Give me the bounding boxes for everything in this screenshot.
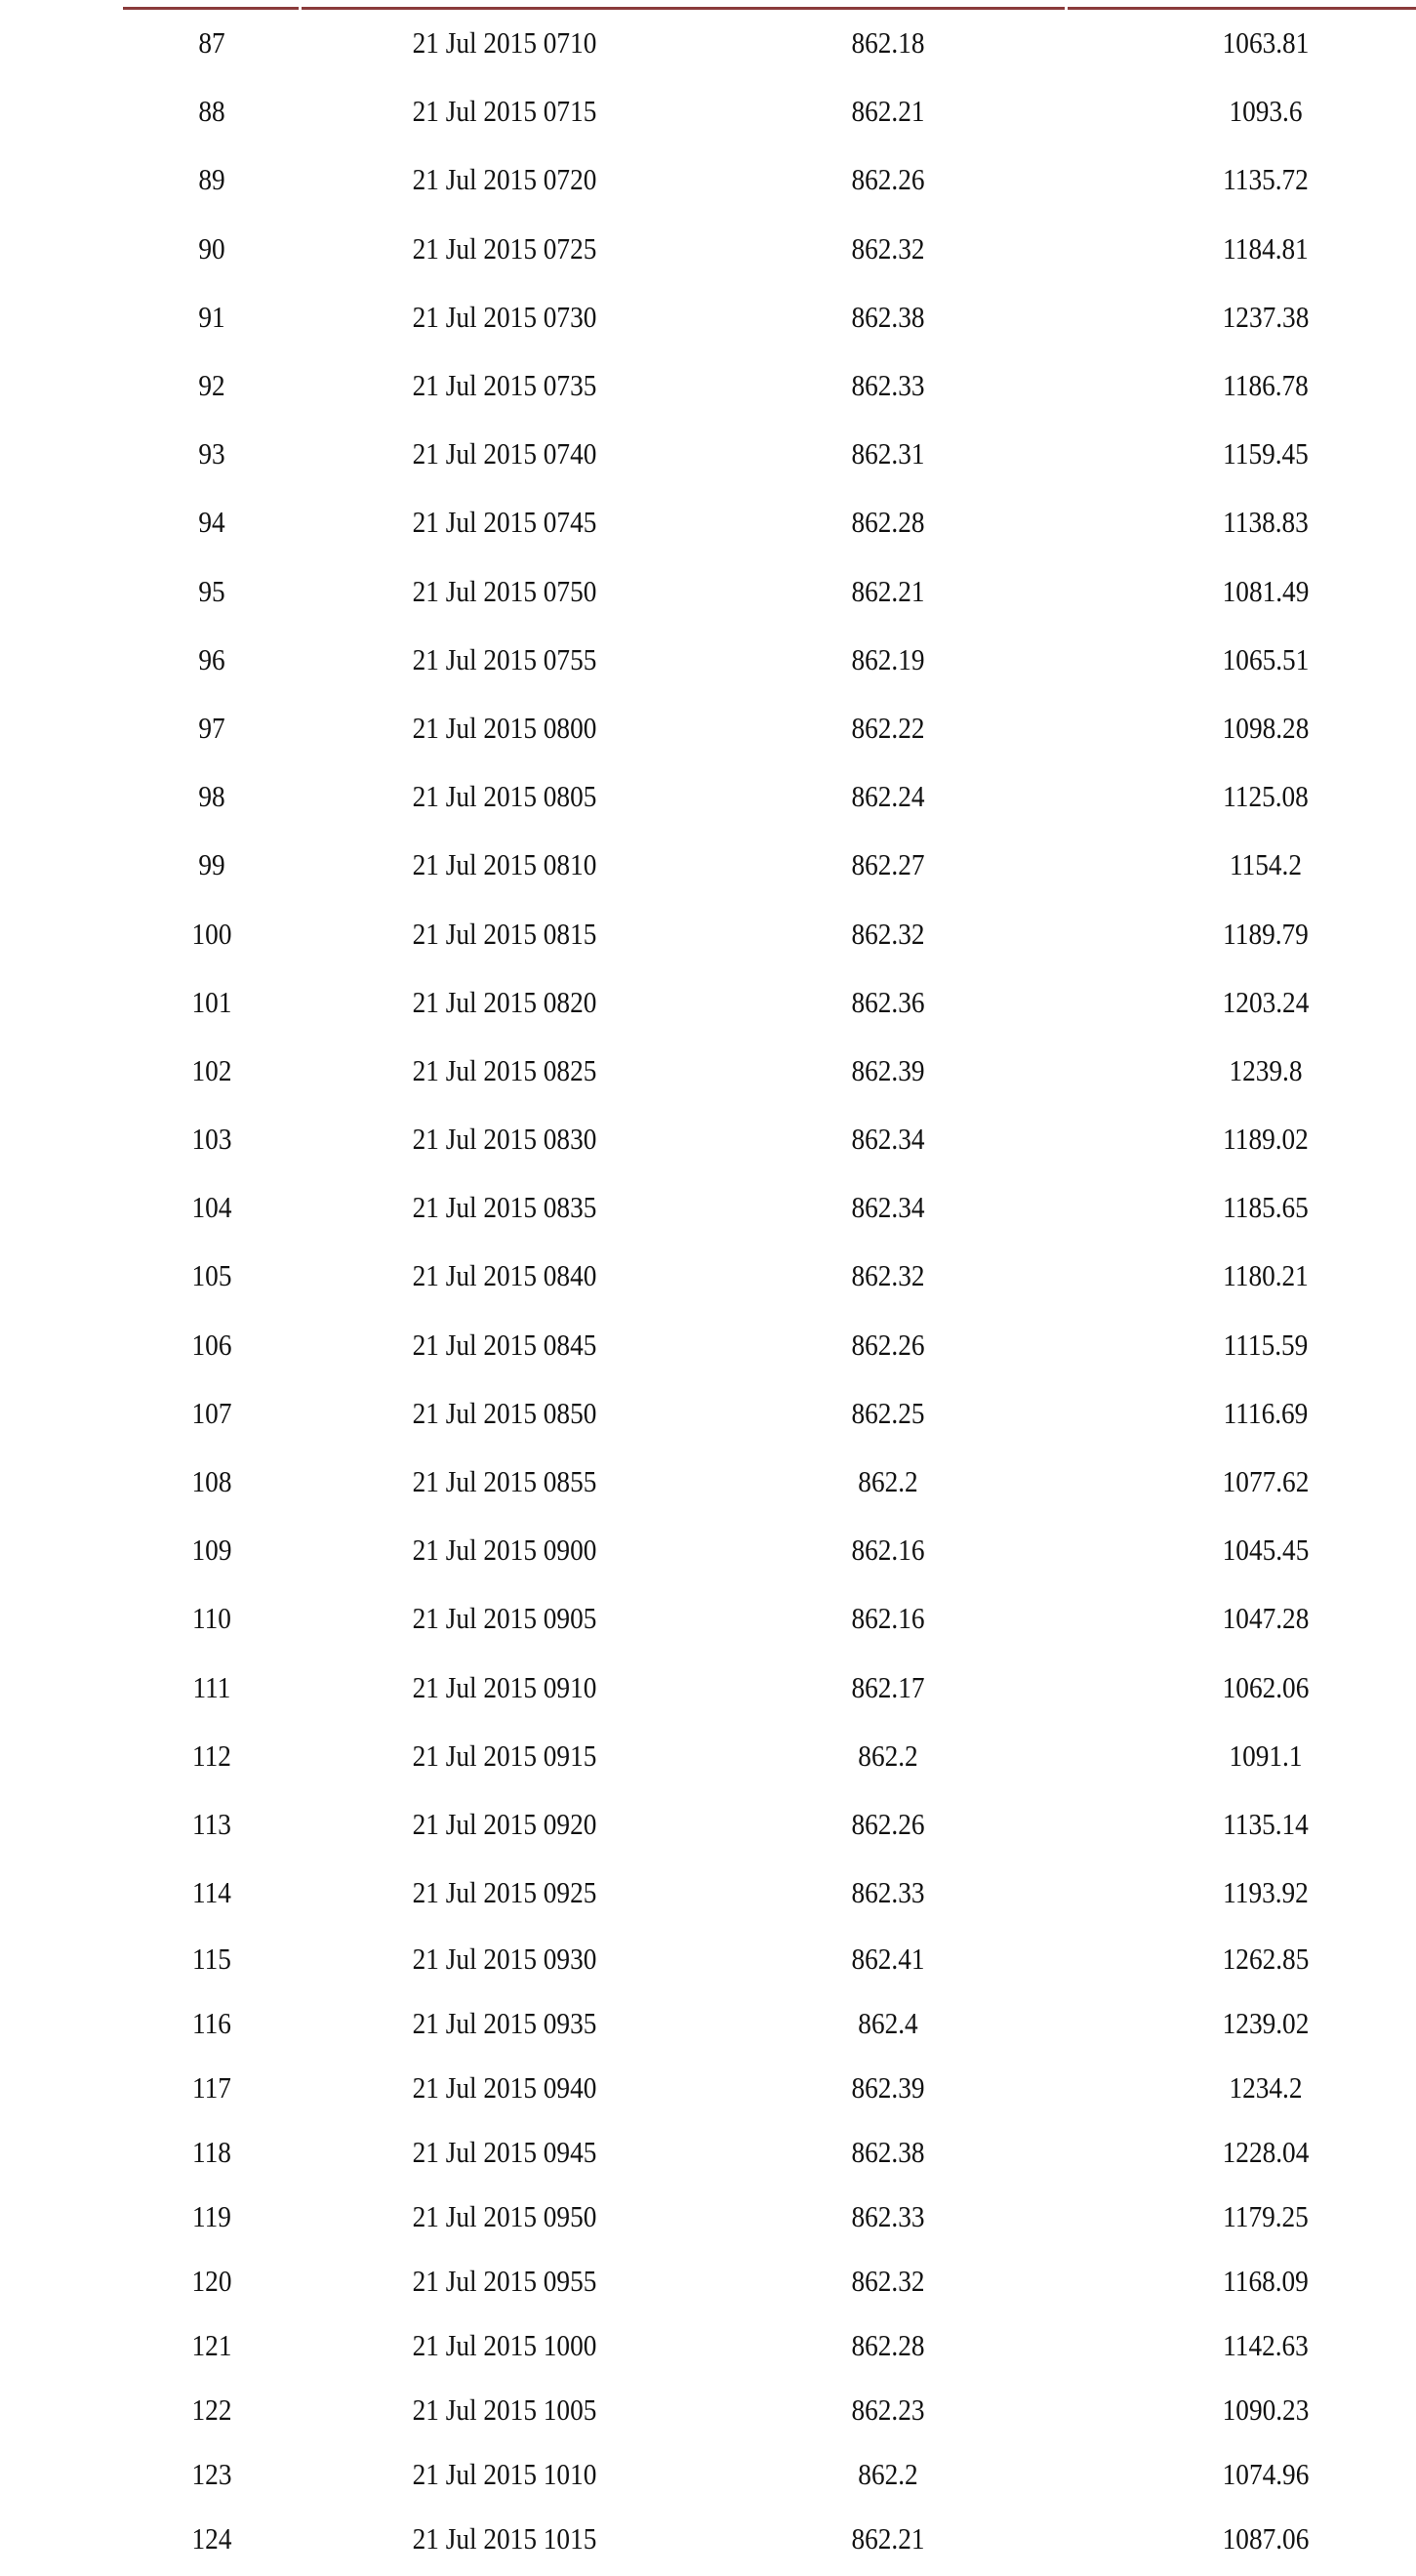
table-row — [123, 145, 1416, 214]
discharge-cell: 1142.63 — [1223, 2328, 1309, 2363]
row-number-cell: 101 — [191, 984, 232, 1019]
timestamp-cell: 21 Jul 2015 0810 — [412, 847, 597, 882]
timestamp-cell: 21 Jul 2015 0800 — [412, 710, 597, 745]
water-level-cell: 862.26 — [851, 1806, 925, 1841]
table-row — [123, 1722, 1416, 1790]
water-level-cell: 862.32 — [851, 1258, 925, 1293]
table-row — [123, 215, 1416, 283]
timestamp-cell: 21 Jul 2015 0735 — [412, 368, 597, 403]
table-row — [123, 1311, 1416, 1379]
row-number-cell: 124 — [191, 2521, 232, 2556]
row-number-cell: 90 — [198, 230, 225, 266]
table-row — [123, 968, 1416, 1037]
row-number-cell: 118 — [192, 2135, 231, 2170]
table-row — [123, 2507, 1416, 2571]
row-number-cell: 121 — [191, 2328, 232, 2363]
discharge-cell: 1159.45 — [1223, 436, 1309, 471]
table-row — [123, 557, 1416, 626]
timestamp-cell: 21 Jul 2015 0710 — [412, 25, 597, 61]
discharge-cell: 1047.28 — [1222, 1601, 1310, 1636]
discharge-cell: 1262.85 — [1222, 1942, 1310, 1977]
discharge-cell: 1154.2 — [1229, 847, 1303, 882]
row-number-cell: 96 — [198, 641, 225, 676]
timestamp-cell: 21 Jul 2015 0855 — [412, 1464, 597, 1499]
water-level-cell: 862.21 — [851, 573, 925, 608]
discharge-cell: 1090.23 — [1222, 2392, 1310, 2428]
table-row — [123, 1654, 1416, 1722]
water-level-cell: 862.41 — [851, 1942, 925, 1977]
discharge-cell: 1116.69 — [1223, 1395, 1309, 1430]
discharge-cell: 1115.59 — [1223, 1327, 1309, 1362]
table-row — [123, 1584, 1416, 1653]
timestamp-cell: 21 Jul 2015 1015 — [412, 2521, 597, 2556]
timestamp-cell: 21 Jul 2015 0740 — [412, 436, 597, 471]
row-number-cell: 113 — [192, 1806, 231, 1841]
discharge-cell: 1081.49 — [1222, 573, 1310, 608]
table-row — [123, 1991, 1416, 2056]
water-level-cell: 862.38 — [851, 2135, 925, 2170]
discharge-cell: 1239.02 — [1222, 2006, 1310, 2041]
row-number-cell: 111 — [192, 1669, 231, 1704]
row-number-cell: 112 — [192, 1738, 231, 1773]
water-level-cell: 862.16 — [851, 1533, 925, 1568]
water-level-cell: 862.28 — [851, 505, 925, 540]
timestamp-cell: 21 Jul 2015 0920 — [412, 1806, 597, 1841]
table-row — [123, 1516, 1416, 1584]
timestamp-cell: 21 Jul 2015 0730 — [412, 299, 597, 334]
discharge-cell: 1091.1 — [1229, 1738, 1303, 1773]
table-row — [123, 1448, 1416, 1516]
table-row — [123, 1105, 1416, 1173]
water-level-cell: 862.2 — [858, 1738, 918, 1773]
table-row — [123, 283, 1416, 351]
table-row — [123, 762, 1416, 831]
discharge-cell: 1093.6 — [1229, 94, 1303, 129]
discharge-cell: 1239.8 — [1229, 1052, 1303, 1087]
water-level-cell: 862.36 — [851, 984, 925, 1019]
table-row — [123, 694, 1416, 762]
timestamp-cell: 21 Jul 2015 0815 — [412, 916, 597, 951]
timestamp-cell: 21 Jul 2015 0905 — [412, 1601, 597, 1636]
table-row — [123, 626, 1416, 694]
water-level-cell: 862.22 — [851, 710, 925, 745]
timestamp-cell: 21 Jul 2015 0725 — [412, 230, 597, 266]
row-number-cell: 97 — [198, 710, 225, 745]
discharge-cell: 1186.78 — [1223, 368, 1309, 403]
timestamp-cell: 21 Jul 2015 0845 — [412, 1327, 597, 1362]
row-number-cell: 109 — [191, 1533, 232, 1568]
table-row — [123, 1790, 1416, 1859]
water-level-cell: 862.33 — [851, 2199, 925, 2234]
table-row — [123, 899, 1416, 967]
row-number-cell: 106 — [191, 1327, 232, 1362]
row-number-cell: 94 — [198, 505, 225, 540]
discharge-cell: 1063.81 — [1222, 25, 1310, 61]
row-number-cell: 122 — [191, 2392, 232, 2428]
water-level-cell: 862.32 — [851, 230, 925, 266]
water-level-cell: 862.26 — [851, 1327, 925, 1362]
row-number-cell: 91 — [198, 299, 225, 334]
timestamp-cell: 21 Jul 2015 0755 — [412, 641, 597, 676]
table-row — [123, 1379, 1416, 1448]
table-row — [123, 1859, 1416, 1927]
timestamp-cell: 21 Jul 2015 1000 — [412, 2328, 597, 2363]
row-number-cell: 105 — [191, 1258, 232, 1293]
row-number-cell: 119 — [192, 2199, 231, 2234]
water-level-cell: 862.2 — [858, 2457, 918, 2492]
water-level-cell: 862.39 — [851, 2070, 925, 2106]
discharge-cell: 1045.45 — [1222, 1533, 1310, 1568]
table-row — [123, 2313, 1416, 2378]
row-number-cell: 120 — [191, 2264, 232, 2299]
timestamp-cell: 21 Jul 2015 0820 — [412, 984, 597, 1019]
discharge-cell: 1185.65 — [1223, 1190, 1309, 1225]
data-table — [123, 9, 1416, 2571]
water-level-cell: 862.21 — [851, 2521, 925, 2556]
discharge-cell: 1193.92 — [1223, 1875, 1309, 1910]
row-number-cell: 102 — [191, 1052, 232, 1087]
timestamp-cell: 21 Jul 2015 1010 — [412, 2457, 597, 2492]
water-level-cell: 862.39 — [851, 1052, 925, 1087]
discharge-cell: 1087.06 — [1222, 2521, 1310, 2556]
discharge-cell: 1237.38 — [1222, 299, 1310, 334]
discharge-cell: 1184.81 — [1223, 230, 1309, 266]
water-level-cell: 862.16 — [851, 1601, 925, 1636]
water-level-cell: 862.34 — [851, 1122, 925, 1157]
row-number-cell: 99 — [198, 847, 225, 882]
timestamp-cell: 21 Jul 2015 0935 — [412, 2006, 597, 2041]
row-number-cell: 117 — [192, 2070, 231, 2106]
water-level-cell: 862.33 — [851, 368, 925, 403]
discharge-cell: 1074.96 — [1222, 2457, 1310, 2492]
timestamp-cell: 21 Jul 2015 0940 — [412, 2070, 597, 2106]
water-level-cell: 862.23 — [851, 2392, 925, 2428]
table-row — [123, 2185, 1416, 2249]
discharge-cell: 1203.24 — [1222, 984, 1310, 1019]
discharge-cell: 1125.08 — [1223, 779, 1309, 814]
timestamp-cell: 21 Jul 2015 0900 — [412, 1533, 597, 1568]
table-row — [123, 2120, 1416, 2185]
table-row — [123, 2249, 1416, 2313]
row-number-cell: 88 — [198, 94, 225, 129]
timestamp-cell: 21 Jul 2015 0950 — [412, 2199, 597, 2234]
row-number-cell: 107 — [191, 1395, 232, 1430]
table-row — [123, 9, 1416, 77]
row-number-cell: 98 — [198, 779, 225, 814]
water-level-cell: 862.21 — [851, 94, 925, 129]
discharge-cell: 1098.28 — [1222, 710, 1310, 745]
discharge-cell: 1189.79 — [1223, 916, 1309, 951]
timestamp-cell: 21 Jul 2015 0915 — [412, 1738, 597, 1773]
row-number-cell: 100 — [191, 916, 232, 951]
table-row — [123, 1173, 1416, 1242]
table-row — [123, 77, 1416, 145]
discharge-cell: 1228.04 — [1222, 2135, 1310, 2170]
table-row — [123, 1037, 1416, 1105]
timestamp-cell: 21 Jul 2015 0805 — [412, 779, 597, 814]
water-level-cell: 862.17 — [851, 1669, 925, 1704]
water-level-cell: 862.33 — [851, 1875, 925, 1910]
water-level-cell: 862.28 — [851, 2328, 925, 2363]
water-level-cell: 862.24 — [851, 779, 925, 814]
discharge-cell: 1135.72 — [1223, 162, 1309, 197]
table-row — [123, 2378, 1416, 2442]
timestamp-cell: 21 Jul 2015 0835 — [412, 1190, 597, 1225]
timestamp-cell: 21 Jul 2015 0955 — [412, 2264, 597, 2299]
water-level-cell: 862.38 — [851, 299, 925, 334]
row-number-cell: 104 — [191, 1190, 232, 1225]
timestamp-cell: 21 Jul 2015 1005 — [412, 2392, 597, 2428]
timestamp-cell: 21 Jul 2015 0745 — [412, 505, 597, 540]
timestamp-cell: 21 Jul 2015 0830 — [412, 1122, 597, 1157]
discharge-cell: 1180.21 — [1223, 1258, 1309, 1293]
timestamp-cell: 21 Jul 2015 0720 — [412, 162, 597, 197]
row-number-cell: 123 — [191, 2457, 232, 2492]
discharge-cell: 1168.09 — [1223, 2264, 1309, 2299]
timestamp-cell: 21 Jul 2015 0840 — [412, 1258, 597, 1293]
row-number-cell: 108 — [191, 1464, 232, 1499]
table-row — [123, 831, 1416, 899]
water-level-cell: 862.18 — [851, 25, 925, 61]
discharge-cell: 1065.51 — [1222, 641, 1310, 676]
discharge-cell: 1077.62 — [1222, 1464, 1310, 1499]
discharge-cell: 1179.25 — [1223, 2199, 1309, 2234]
timestamp-cell: 21 Jul 2015 0945 — [412, 2135, 597, 2170]
timestamp-cell: 21 Jul 2015 0850 — [412, 1395, 597, 1430]
discharge-cell: 1189.02 — [1223, 1122, 1309, 1157]
timestamp-cell: 21 Jul 2015 0750 — [412, 573, 597, 608]
water-level-cell: 862.27 — [851, 847, 925, 882]
row-number-cell: 92 — [198, 368, 225, 403]
water-level-cell: 862.4 — [858, 2006, 918, 2041]
water-level-cell: 862.26 — [851, 162, 925, 197]
table-row — [123, 1927, 1416, 1991]
table-row — [123, 351, 1416, 420]
row-number-cell: 93 — [198, 436, 225, 471]
water-level-cell: 862.2 — [858, 1464, 918, 1499]
table-row — [123, 1242, 1416, 1310]
row-number-cell: 116 — [192, 2006, 231, 2041]
timestamp-cell: 21 Jul 2015 0825 — [412, 1052, 597, 1087]
water-level-cell: 862.34 — [851, 1190, 925, 1225]
table-row — [123, 2442, 1416, 2507]
row-number-cell: 87 — [198, 25, 225, 61]
table-row — [123, 2056, 1416, 2120]
timestamp-cell: 21 Jul 2015 0910 — [412, 1669, 597, 1704]
timestamp-cell: 21 Jul 2015 0925 — [412, 1875, 597, 1910]
row-number-cell: 110 — [192, 1601, 231, 1636]
discharge-cell: 1234.2 — [1229, 2070, 1303, 2106]
row-number-cell: 114 — [192, 1875, 231, 1910]
table-row — [123, 488, 1416, 556]
row-number-cell: 95 — [198, 573, 225, 608]
timestamp-cell: 21 Jul 2015 0715 — [412, 94, 597, 129]
water-level-cell: 862.32 — [851, 916, 925, 951]
discharge-cell: 1138.83 — [1223, 505, 1309, 540]
row-number-cell: 89 — [198, 162, 225, 197]
water-level-cell: 862.31 — [851, 436, 925, 471]
timestamp-cell: 21 Jul 2015 0930 — [412, 1942, 597, 1977]
water-level-cell: 862.19 — [851, 641, 925, 676]
water-level-cell: 862.25 — [851, 1395, 925, 1430]
water-level-cell: 862.32 — [851, 2264, 925, 2299]
row-number-cell: 115 — [192, 1942, 231, 1977]
table-row — [123, 420, 1416, 488]
row-number-cell: 103 — [191, 1122, 232, 1157]
discharge-cell: 1135.14 — [1223, 1806, 1309, 1841]
discharge-cell: 1062.06 — [1222, 1669, 1310, 1704]
